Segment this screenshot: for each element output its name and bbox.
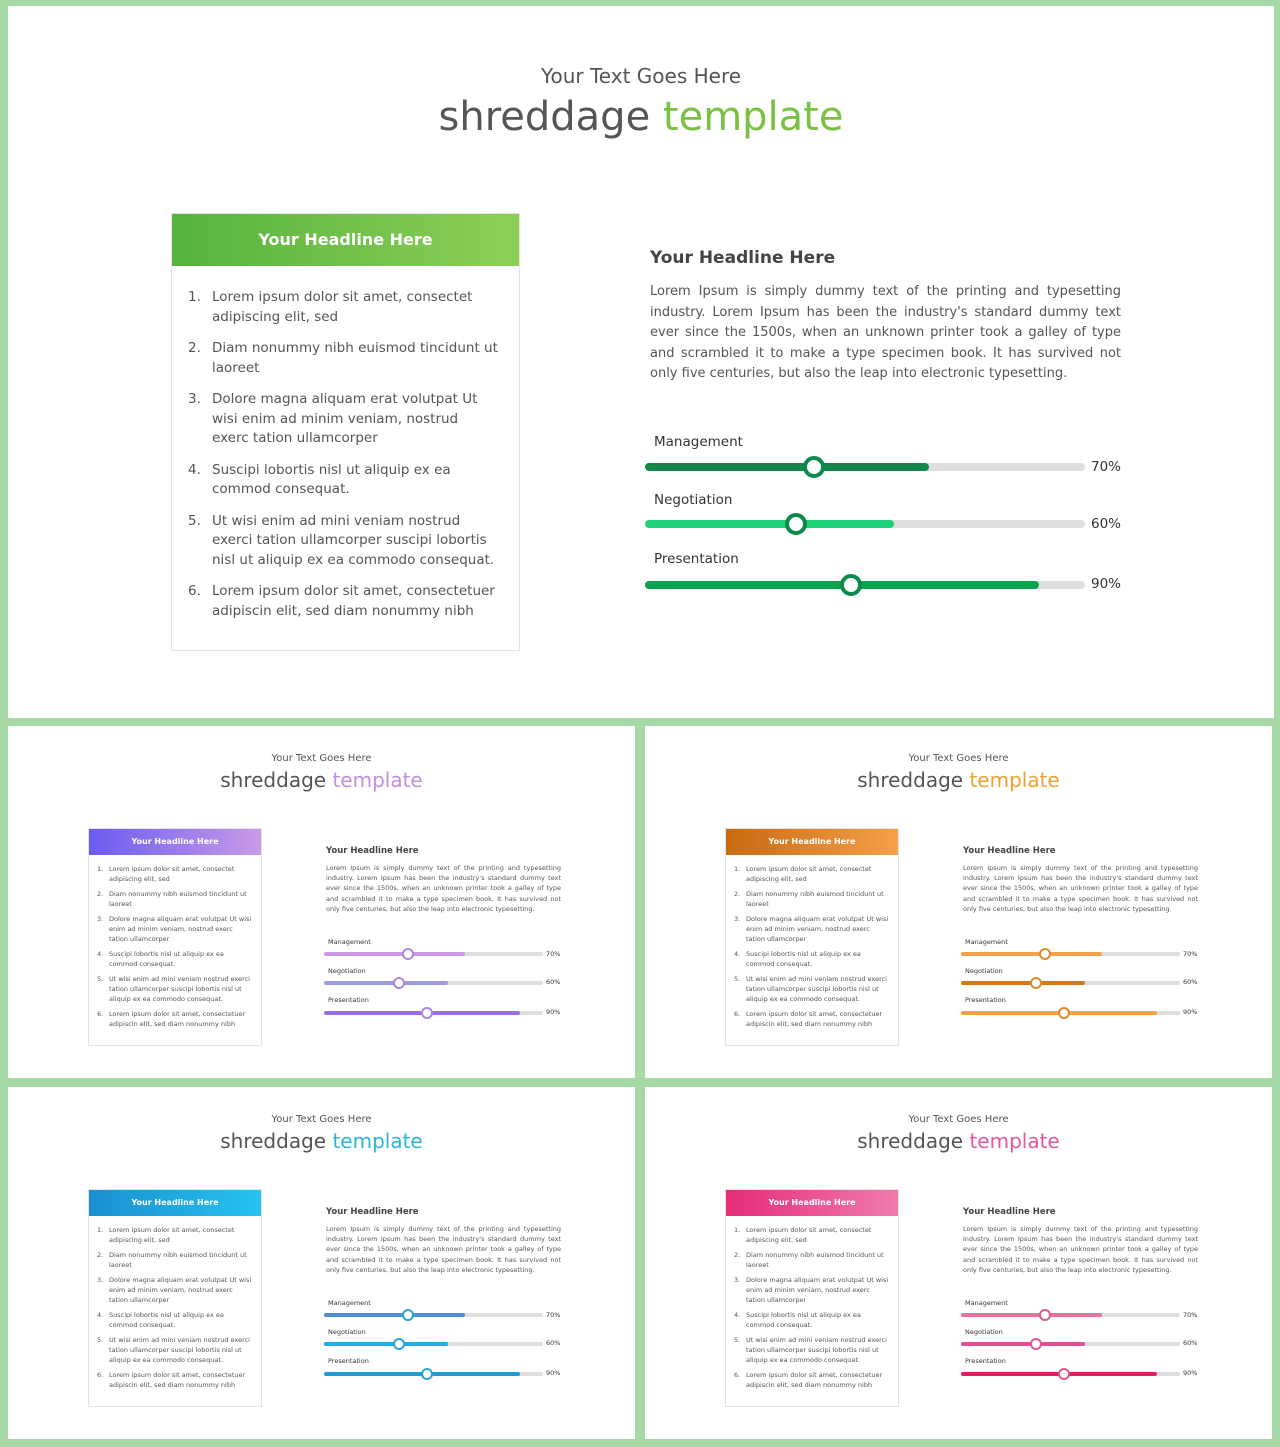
list-text: Dolore magna aliquam erat volutpat Ut wisi enim ad minim veniam, nostrud exerc tation ullamcorper [212, 391, 478, 446]
skill-label-presentation: Presentation [965, 996, 1006, 1004]
list-number: 2. [734, 1251, 741, 1260]
slider-knob[interactable] [393, 1338, 405, 1350]
slider-knob[interactable] [421, 1368, 433, 1380]
slider-knob[interactable] [402, 1309, 414, 1321]
skill-label-management: Management [965, 1299, 1008, 1307]
skill-track-negotiation [961, 1342, 1180, 1346]
list-text: Dolore magna aliquam erat volutpat Ut wisi enim ad minim veniam, nostrud exerc tation ullamcorper [109, 915, 252, 943]
list-text: Lorem ipsum dolor sit amet, consectet adipiscing elit, sed [746, 1226, 872, 1244]
skill-percent: 60% [1091, 516, 1122, 532]
headline-card [725, 1189, 899, 1407]
right-headline: Your Headline Here [963, 1207, 1056, 1217]
list-text: Lorem ipsum dolor sit amet, consectet adipiscing elit, sed [109, 865, 235, 883]
skill-fill [961, 952, 1102, 956]
list-number: 1. [97, 1226, 104, 1234]
list-number: 6. [188, 583, 201, 599]
skill-label-negotiation: Negotiation [328, 1328, 366, 1336]
body-paragraph: Lorem Ipsum is simply dummy text of the printing and typesetting industry. Lorem Ipsum has been the industry's standard dummy text ever since the 1500s, when an unknown printer took a galley of type and scrambled it to make a type specimen book. It has survived not only five centuries, but also the leap into electronic typesetting. [963, 864, 1198, 913]
list-item [97, 1251, 253, 1270]
title-main: shreddage [857, 1129, 964, 1153]
right-headline: Your Headline Here [326, 846, 419, 856]
list-text: Diam nonummy nibh euismod tincidunt ut laoreet [109, 1251, 247, 1269]
list-item [734, 975, 890, 1004]
list-number: 5. [734, 975, 741, 984]
skill-label-negotiation: Negotiation [965, 967, 1003, 975]
list-text: Lorem ipsum dolor sit amet, consectetuer adipiscin elit, sed diam nonummy nibh [212, 583, 495, 619]
slider-knob[interactable] [402, 948, 414, 960]
list-text: Ut wisi enim ad mini veniam nostrud exerci tation ullamcorper suscipi lobortis nisl ut aliquip ex ea commodo consequat. [109, 975, 250, 1003]
skill-label-management: Management [965, 938, 1008, 946]
card-headline: Your Headline Here [89, 829, 261, 855]
slide-title [8, 94, 1274, 140]
skill-percent: 90% [1091, 576, 1122, 592]
list-number: 4. [734, 950, 741, 959]
title-main: shreddage [438, 94, 651, 140]
list-text: Ut wisi enim ad mini veniam nostrud exerci tation ullamcorper suscipi lobortis nisl ut aliquip ex ea commodo consequat. [746, 975, 887, 1003]
list-number: 5. [734, 1336, 741, 1345]
list-item [734, 865, 890, 884]
slide-subtitle: Your Text Goes Here [271, 1114, 372, 1125]
list-item [188, 512, 499, 571]
slider-knob[interactable] [393, 977, 405, 989]
list-number: 6. [734, 1010, 741, 1019]
skill-percent: 90% [1183, 1369, 1198, 1377]
list-item [734, 1336, 890, 1365]
title-accent: template [969, 768, 1060, 792]
body-paragraph: Lorem Ipsum is simply dummy text of the printing and typesetting industry. Lorem Ipsum has been the industry's standard dummy text ever since the 1500s, when an unknown printer took a galley of type and scrambled it to make a type specimen book. It has survived not only five centuries, but also the leap into electronic typesetting. [650, 284, 1121, 381]
list-text: Suscipi lobortis nisl ut aliquip ex ea commod consequat. [212, 461, 451, 497]
skill-percent: 60% [546, 1339, 561, 1347]
list-number: 5. [188, 512, 201, 529]
skill-label-presentation: Presentation [328, 1357, 369, 1365]
slider-knob[interactable] [840, 574, 862, 596]
list-text: Diam nonummy nibh euismod tincidunt ut laoreet [746, 1251, 884, 1269]
slider-knob[interactable] [803, 456, 825, 478]
list-item [734, 1276, 890, 1305]
list-text: Diam nonummy nibh euismod tincidunt ut laoreet [212, 340, 498, 376]
title-main: shreddage [220, 768, 327, 792]
slide-subtitle: Your Text Goes Here [271, 753, 372, 764]
slide-purple [8, 726, 635, 1078]
skill-fill [961, 1342, 1085, 1346]
slide-subtitle: Your Text Goes Here [908, 753, 1009, 764]
list-number: 1. [188, 289, 201, 305]
skill-track-negotiation [324, 981, 543, 985]
slide-title [645, 1129, 1272, 1153]
title-main: shreddage [857, 768, 964, 792]
list-number: 5. [97, 1336, 104, 1345]
list-text: Lorem ipsum dolor sit amet, consectet adipiscing elit, sed [746, 865, 872, 883]
list-number: 1. [734, 1226, 741, 1234]
body-paragraph: Lorem Ipsum is simply dummy text of the printing and typesetting industry. Lorem Ipsum has been the industry's standard dummy text ever since the 1500s, when an unknown printer took a galley of type and scrambled it to make a type specimen book. It has survived not only five centuries, but also the leap into electronic typesetting. [326, 864, 561, 913]
skill-track-management [324, 1313, 543, 1317]
list-number: 3. [188, 391, 201, 407]
skill-track-presentation [961, 1011, 1180, 1015]
skill-fill [961, 1313, 1102, 1317]
list-text: Dolore magna aliquam erat volutpat Ut wisi enim ad minim veniam, nostrud exerc tation ullamcorper [746, 915, 889, 943]
numbered-list [89, 855, 261, 1029]
skill-percent: 60% [1183, 1339, 1198, 1347]
skill-percent: 70% [546, 950, 561, 958]
skill-track-presentation [645, 581, 1085, 589]
skill-fill [961, 981, 1085, 985]
list-item [97, 1226, 253, 1245]
skill-track-management [961, 1313, 1180, 1317]
list-text: Ut wisi enim ad mini veniam nostrud exerci tation ullamcorper suscipi lobortis nisl ut aliquip ex ea commodo consequat. [746, 1336, 887, 1364]
list-text: Lorem ipsum dolor sit amet, consectetuer adipiscin elit, sed diam nonummy nibh [109, 1010, 246, 1028]
list-number: 6. [97, 1010, 104, 1019]
list-number: 5. [97, 975, 104, 984]
slider-knob[interactable] [1058, 1007, 1070, 1019]
skill-percent: 90% [1183, 1008, 1198, 1016]
title-accent: template [662, 94, 844, 140]
list-item [97, 975, 253, 1004]
list-text: Lorem ipsum dolor sit amet, consectetuer adipiscin elit, sed diam nonummy nibh [109, 1371, 246, 1389]
body-paragraph: Lorem Ipsum is simply dummy text of the printing and typesetting industry. Lorem Ipsum has been the industry's standard dummy text ever since the 1500s, when an unknown printer took a galley of type and scrambled it to make a type specimen book. It has survived not only five centuries, but also the leap into electronic typesetting. [963, 1225, 1198, 1274]
slider-knob[interactable] [785, 513, 807, 535]
slide-main [8, 6, 1274, 718]
list-item [734, 1311, 890, 1330]
slide-blue [8, 1087, 635, 1439]
right-headline: Your Headline Here [963, 846, 1056, 856]
list-item [97, 1311, 253, 1330]
card-headline: Your Headline Here [726, 829, 898, 855]
slide-subtitle: Your Text Goes Here [908, 1114, 1009, 1125]
skill-label-presentation: Presentation [654, 551, 739, 567]
skill-percent: 90% [546, 1369, 561, 1377]
list-text: Suscipi lobortis nisl ut aliquip ex ea commod consequat. [109, 1311, 224, 1329]
slide-title [8, 1129, 635, 1153]
list-item [97, 950, 253, 969]
numbered-list [172, 266, 519, 621]
skill-label-presentation: Presentation [965, 1357, 1006, 1365]
list-number: 2. [188, 340, 201, 356]
skill-fill [324, 1313, 465, 1317]
list-item [97, 1336, 253, 1365]
list-number: 2. [97, 1251, 104, 1260]
list-text: Lorem ipsum dolor sit amet, consectet adipiscing elit, sed [109, 1226, 235, 1244]
list-item [97, 1010, 253, 1029]
skill-label-management: Management [328, 938, 371, 946]
list-text: Dolore magna aliquam erat volutpat Ut wisi enim ad minim veniam, nostrud exerc tation ullamcorper [109, 1276, 252, 1304]
skill-percent: 90% [546, 1008, 561, 1016]
headline-card [88, 828, 262, 1046]
list-number: 1. [734, 865, 741, 873]
list-item [188, 288, 499, 327]
list-item [734, 1251, 890, 1270]
list-item [97, 915, 253, 944]
headline-card [88, 1189, 262, 1407]
skill-percent: 70% [546, 1311, 561, 1319]
slide-subtitle: Your Text Goes Here [540, 64, 742, 88]
slider-knob[interactable] [421, 1007, 433, 1019]
list-item [97, 865, 253, 884]
skill-track-negotiation [324, 1342, 543, 1346]
list-text: Suscipi lobortis nisl ut aliquip ex ea commod consequat. [109, 950, 224, 968]
list-number: 4. [97, 950, 104, 959]
numbered-list [726, 855, 898, 1029]
list-item [188, 582, 499, 621]
skill-fill [645, 463, 929, 471]
list-number: 4. [188, 461, 201, 478]
title-main: shreddage [220, 1129, 327, 1153]
skill-track-negotiation [645, 520, 1085, 528]
body-paragraph: Lorem Ipsum is simply dummy text of the printing and typesetting industry. Lorem Ipsum has been the industry's standard dummy text ever since the 1500s, when an unknown printer took a galley of type and scrambled it to make a type specimen book. It has survived not only five centuries, but also the leap into electronic typesetting. [326, 1225, 561, 1274]
title-accent: template [332, 768, 423, 792]
skill-fill [324, 981, 448, 985]
list-item [734, 890, 890, 909]
slider-knob[interactable] [1030, 977, 1042, 989]
list-text: Lorem ipsum dolor sit amet, consectet adipiscing elit, sed [212, 289, 473, 325]
list-item [734, 1226, 890, 1245]
slider-knob[interactable] [1039, 948, 1051, 960]
slider-knob[interactable] [1058, 1368, 1070, 1380]
slider-knob[interactable] [1030, 1338, 1042, 1350]
list-number: 3. [97, 915, 104, 924]
list-item [734, 950, 890, 969]
list-text: Lorem ipsum dolor sit amet, consectetuer adipiscin elit, sed diam nonummy nibh [746, 1010, 883, 1028]
list-number: 6. [734, 1371, 741, 1380]
headline-card [725, 828, 899, 1046]
right-headline: Your Headline Here [650, 248, 836, 268]
numbered-list [89, 1216, 261, 1390]
list-number: 2. [734, 890, 741, 899]
skill-percent: 70% [1091, 459, 1122, 475]
skill-label-negotiation: Negotiation [328, 967, 366, 975]
list-text: Dolore magna aliquam erat volutpat Ut wisi enim ad minim veniam, nostrud exerc tation ullamcorper [746, 1276, 889, 1304]
list-item [188, 339, 499, 378]
list-item [734, 1010, 890, 1029]
list-number: 6. [97, 1371, 104, 1380]
list-number: 3. [734, 915, 741, 924]
skill-track-management [645, 463, 1085, 471]
title-accent: template [332, 1129, 423, 1153]
slide-title [645, 768, 1272, 792]
card-headline: Your Headline Here [89, 1190, 261, 1216]
list-item [188, 390, 499, 449]
skill-label-negotiation: Negotiation [654, 492, 733, 508]
skill-label-negotiation: Negotiation [965, 1328, 1003, 1336]
list-text: Lorem ipsum dolor sit amet, consectetuer adipiscin elit, sed diam nonummy nibh [746, 1371, 883, 1389]
slide-orange [645, 726, 1272, 1078]
slide-title [8, 768, 635, 792]
list-item [734, 915, 890, 944]
skill-fill [324, 1342, 448, 1346]
title-accent: template [969, 1129, 1060, 1153]
list-number: 3. [734, 1276, 741, 1285]
skill-track-management [961, 952, 1180, 956]
list-text: Ut wisi enim ad mini veniam nostrud exerci tation ullamcorper suscipi lobortis nisl ut aliquip ex ea commodo consequat. [109, 1336, 250, 1364]
skill-track-presentation [324, 1011, 543, 1015]
list-text: Suscipi lobortis nisl ut aliquip ex ea commod consequat. [746, 950, 861, 968]
skill-track-management [324, 952, 543, 956]
list-text: Diam nonummy nibh euismod tincidunt ut laoreet [109, 890, 247, 908]
skill-percent: 70% [1183, 950, 1198, 958]
list-item [734, 1371, 890, 1390]
list-item [188, 461, 499, 500]
list-text: Ut wisi enim ad mini veniam nostrud exerci tation ullamcorper suscipi lobortis nisl ut aliquip ex ea commodo consequat. [212, 512, 495, 568]
list-number: 2. [97, 890, 104, 899]
card-headline: Your Headline Here [172, 214, 519, 266]
list-item [97, 890, 253, 909]
skill-label-management: Management [328, 1299, 371, 1307]
skill-percent: 60% [1183, 978, 1198, 986]
headline-card [171, 213, 520, 651]
skill-label-management: Management [654, 434, 743, 450]
slider-knob[interactable] [1039, 1309, 1051, 1321]
skill-track-negotiation [961, 981, 1180, 985]
skill-track-presentation [324, 1372, 543, 1376]
numbered-list [726, 1216, 898, 1390]
list-item [97, 1276, 253, 1305]
list-text: Suscipi lobortis nisl ut aliquip ex ea commod consequat. [746, 1311, 861, 1329]
right-headline: Your Headline Here [326, 1207, 419, 1217]
skill-fill [324, 952, 465, 956]
slide-pink [645, 1087, 1272, 1439]
list-number: 4. [97, 1311, 104, 1320]
skill-track-presentation [961, 1372, 1180, 1376]
card-headline: Your Headline Here [726, 1190, 898, 1216]
list-number: 1. [97, 865, 104, 873]
list-number: 3. [97, 1276, 104, 1285]
list-number: 4. [734, 1311, 741, 1320]
skill-percent: 60% [546, 978, 561, 986]
skill-label-presentation: Presentation [328, 996, 369, 1004]
skill-percent: 70% [1183, 1311, 1198, 1319]
list-item [97, 1371, 253, 1390]
list-text: Diam nonummy nibh euismod tincidunt ut laoreet [746, 890, 884, 908]
skill-fill [645, 520, 894, 528]
